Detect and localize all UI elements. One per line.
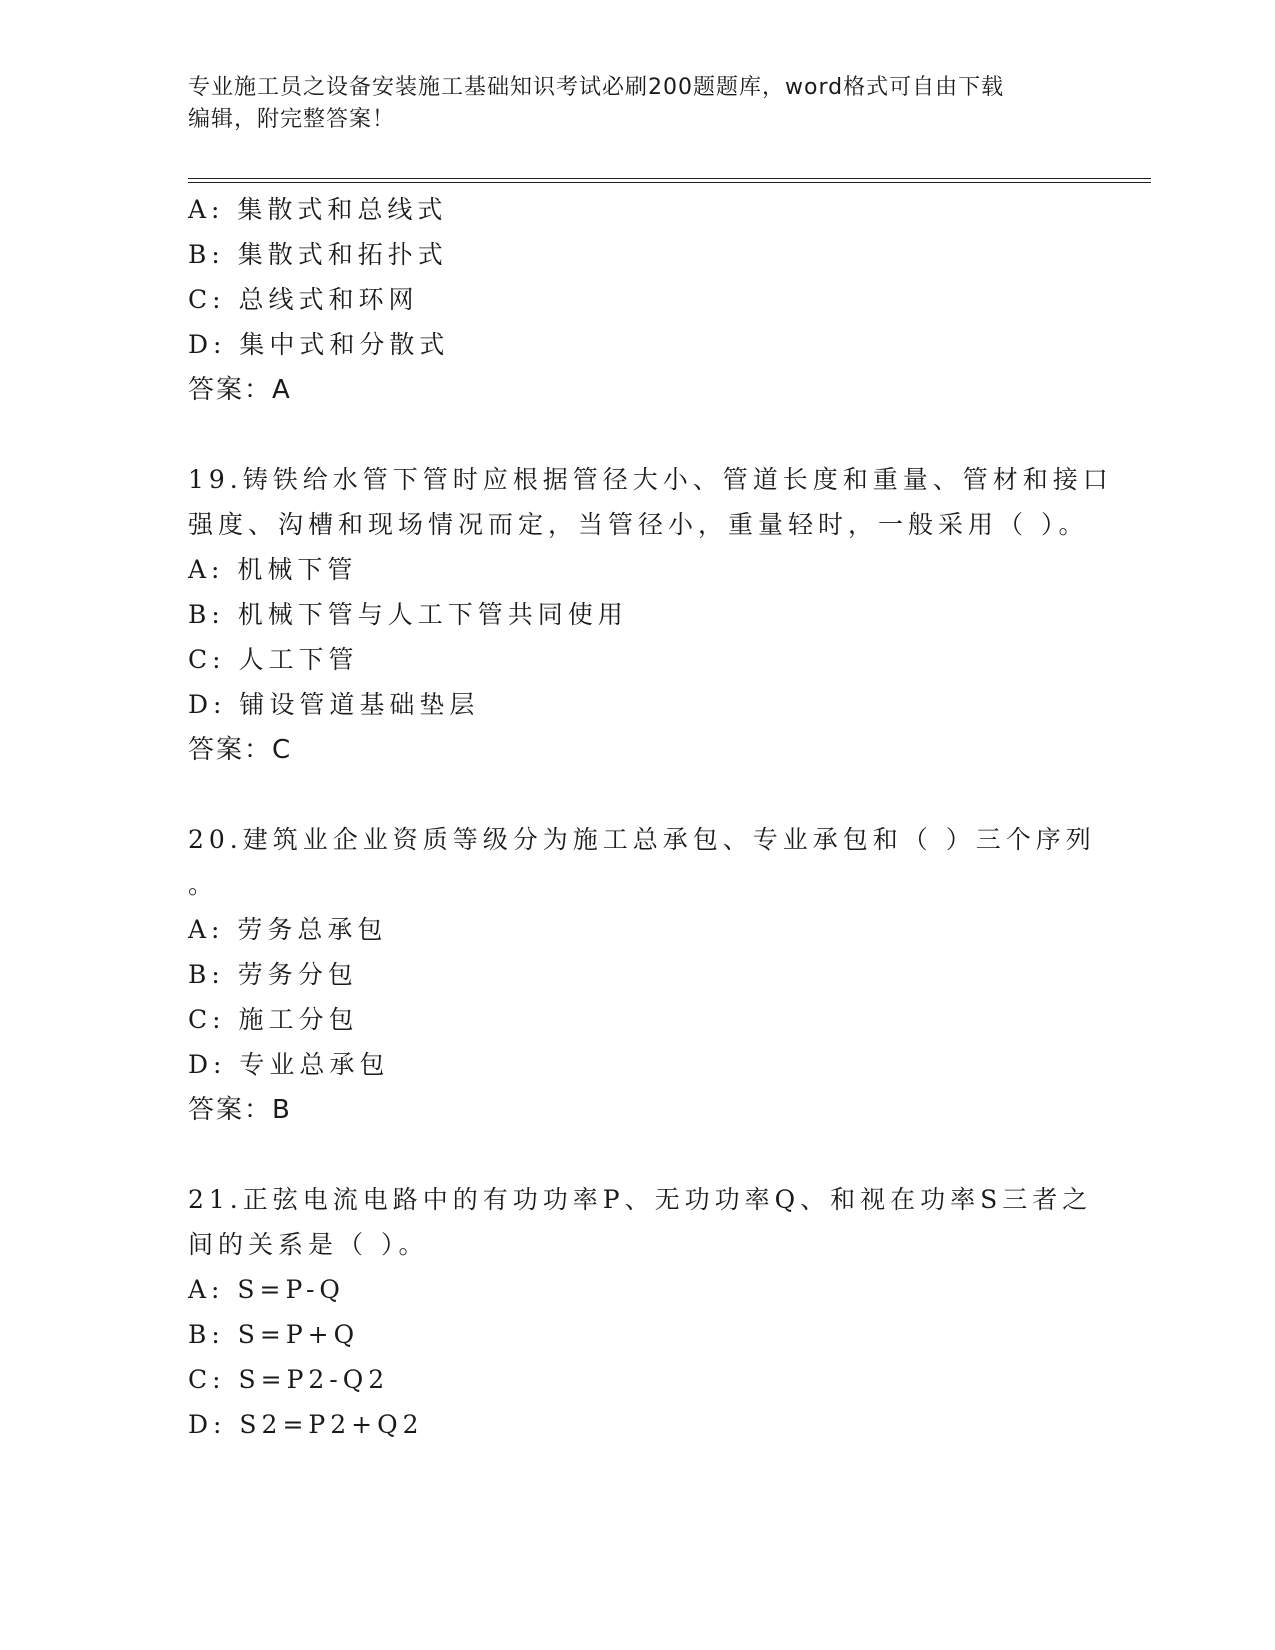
- q19-option-a: A: 机械下管: [188, 555, 358, 584]
- document-header: [188, 72, 1068, 136]
- header-line-2: 编辑，附完整答案！: [188, 107, 396, 132]
- q20-stem-line-1: 20.建筑业企业资质等级分为施工总承包、专业承包和（ ）三个序列: [188, 825, 1096, 854]
- q21-option-d: D: S2=P2+Q2: [188, 1410, 424, 1439]
- q19-stem-line-2: 强度、沟槽和现场情况而定，当管径小，重量轻时，一般采用（ ）。: [188, 510, 1089, 539]
- q20-answer: 答案：B: [188, 1095, 292, 1125]
- q18-option-d: D: 集中式和分散式: [188, 330, 450, 359]
- q21-option-c: C: S=P2-Q2: [188, 1365, 390, 1394]
- q21-option-a: A: S=P-Q: [188, 1275, 345, 1304]
- q19-option-b: B: 机械下管与人工下管共同使用: [188, 600, 628, 629]
- q21-option-b: B: S=P+Q: [188, 1320, 360, 1349]
- q18-option-c: C: 总线式和环网: [188, 285, 419, 314]
- q18-option-a: A: 集散式和总线式: [188, 195, 448, 224]
- q20-option-b: B: 劳务分包: [188, 960, 358, 989]
- q21-stem-line-1: 21.正弦电流电路中的有功功率P、无功功率Q、和视在功率S三者之: [188, 1185, 1093, 1214]
- q21-stem-line-2: 间的关系是（ ）。: [188, 1230, 429, 1259]
- q19-option-c: C: 人工下管: [188, 645, 359, 674]
- header-divider-top: [188, 178, 1151, 179]
- header-divider-bottom: [188, 182, 1151, 183]
- q20-option-c: C: 施工分包: [188, 1005, 359, 1034]
- q18-answer: 答案：A: [188, 375, 292, 405]
- header-line-1: 专业施工员之设备安装施工基础知识考试必刷200题题库，word格式可自由下载: [188, 75, 1005, 100]
- q19-stem-line-1: 19.铸铁给水管下管时应根据管径大小、管道长度和重量、管材和接口: [188, 465, 1113, 494]
- q19-answer: 答案：C: [188, 735, 293, 765]
- q20-stem-line-2: 。: [188, 870, 219, 899]
- q19-option-d: D: 铺设管道基础垫层: [188, 690, 480, 719]
- q18-option-b: B: 集散式和拓扑式: [188, 240, 448, 269]
- q20-option-d: D: 专业总承包: [188, 1050, 390, 1079]
- q20-option-a: A: 劳务总承包: [188, 915, 388, 944]
